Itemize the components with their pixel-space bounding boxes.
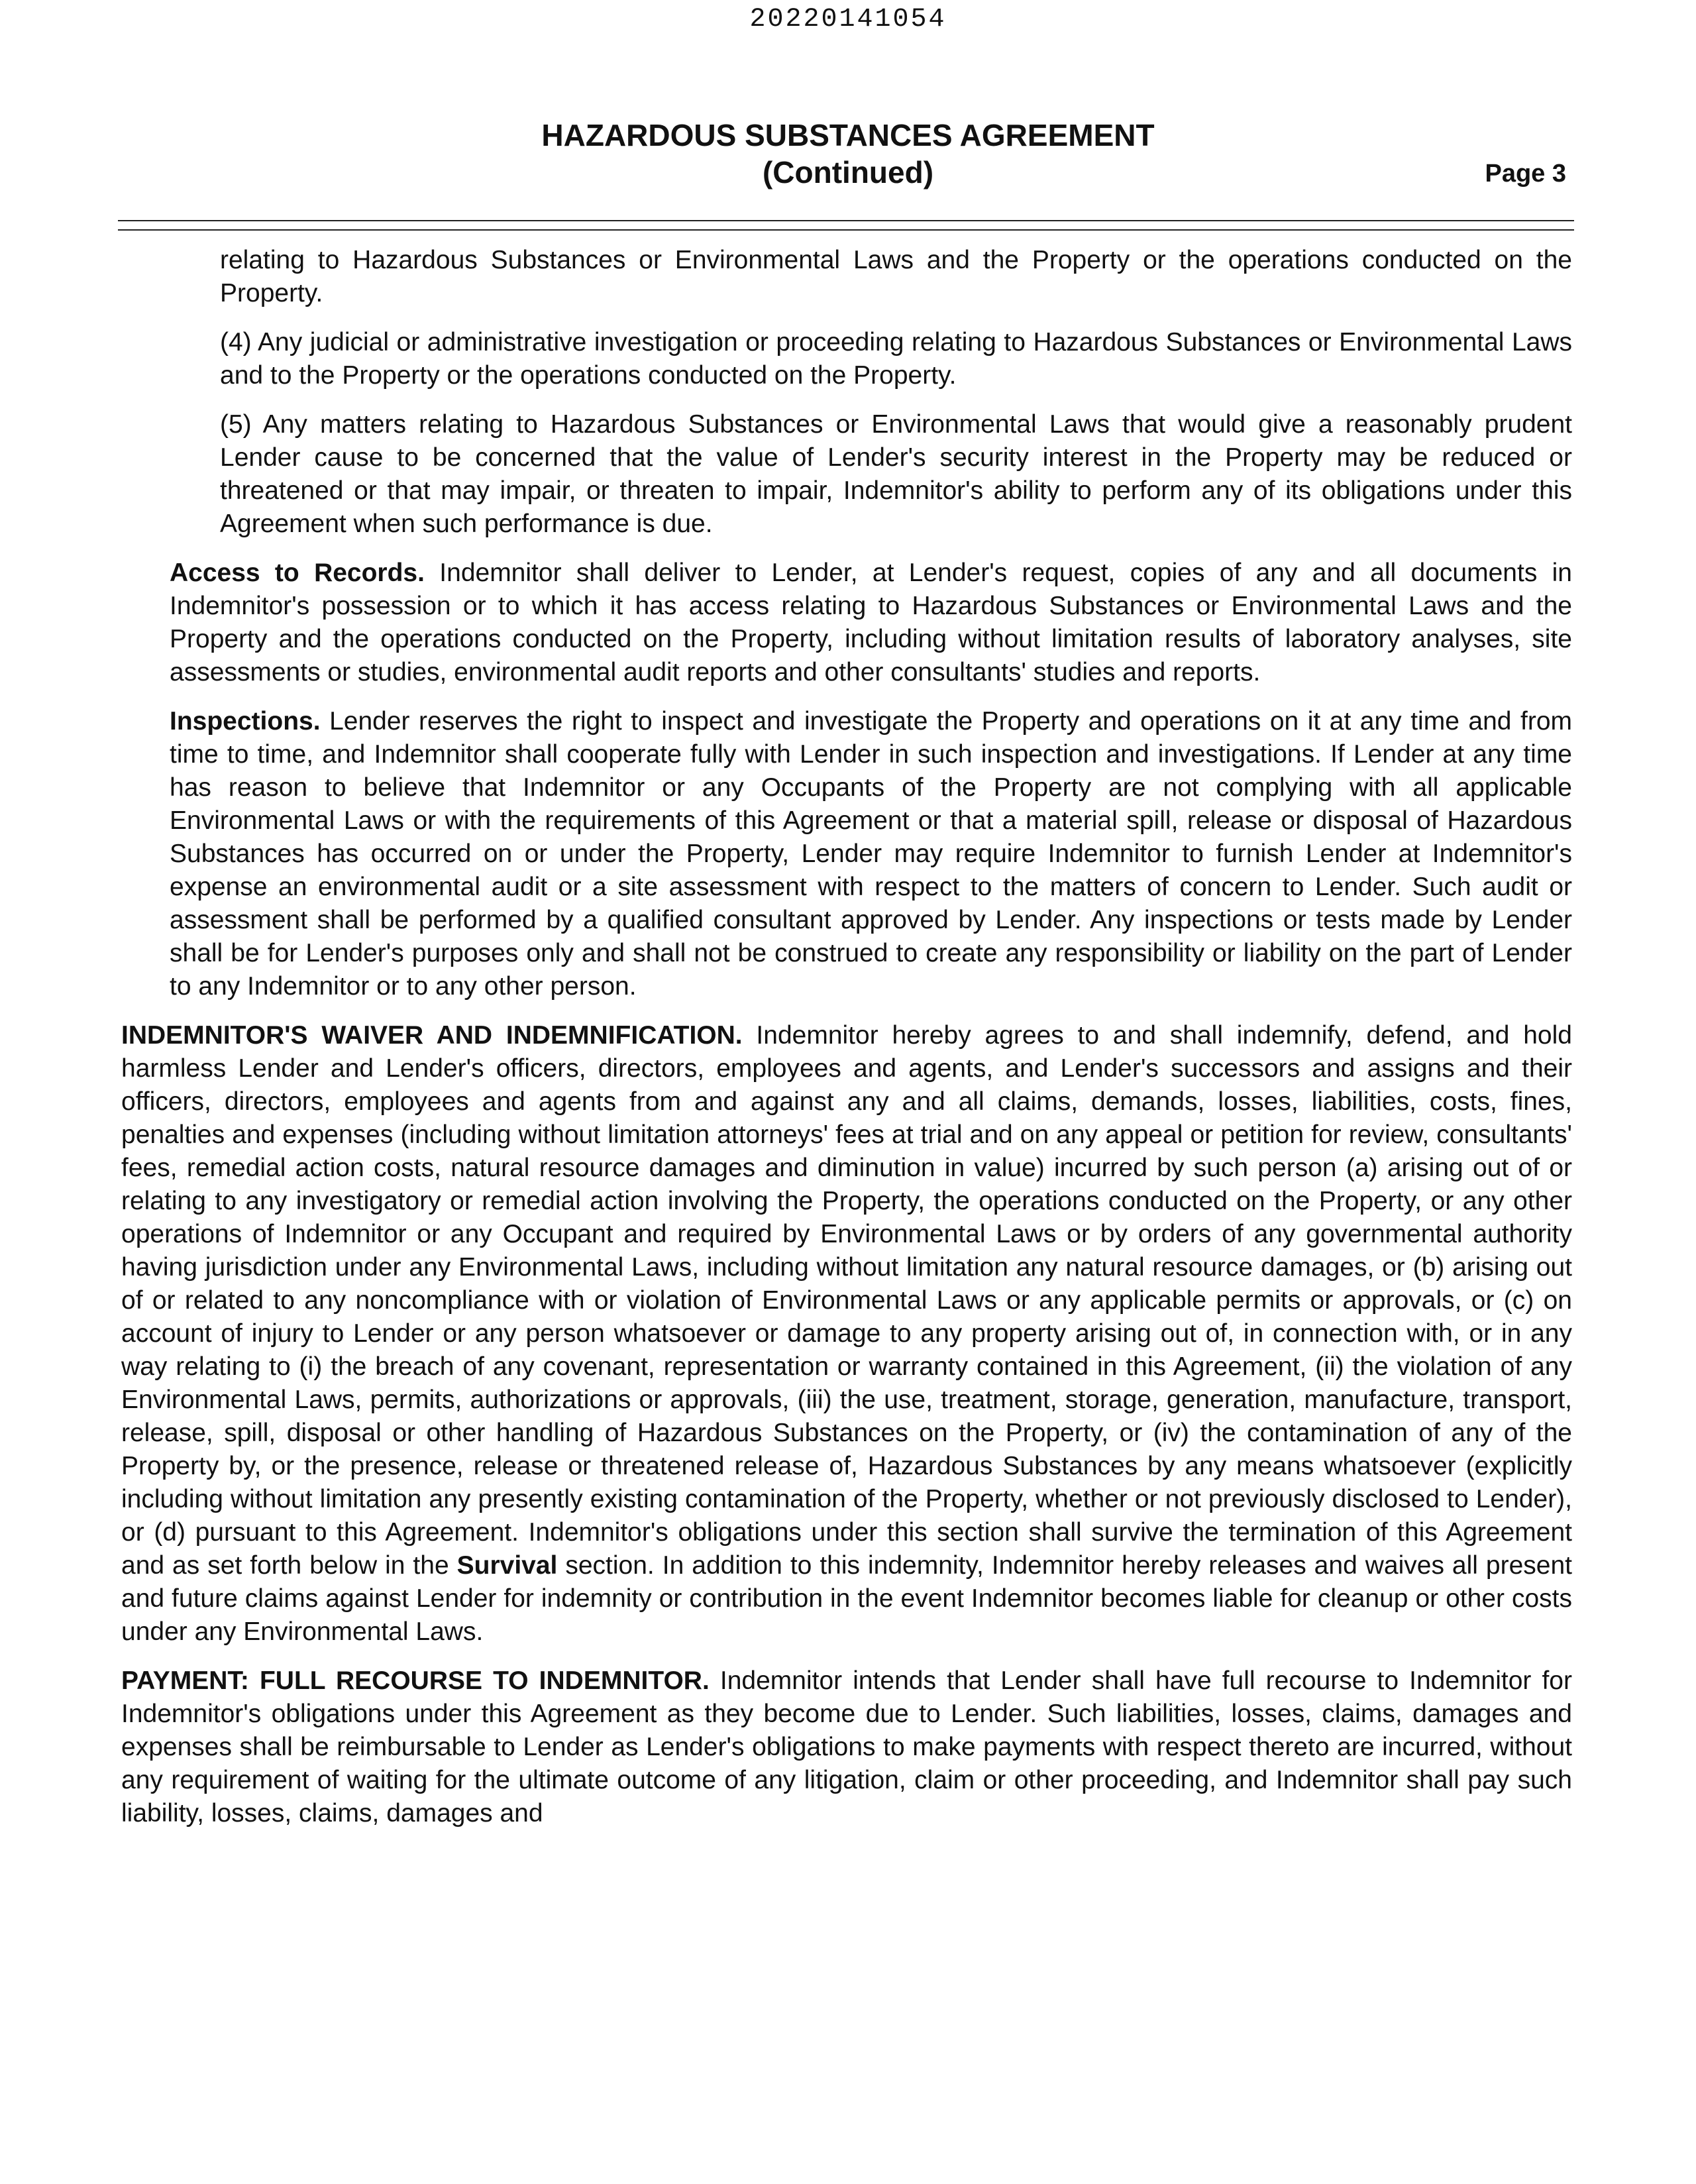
paragraph-continued-text: relating to Hazardous Substances or Environmental Laws and the Property or the operations conducted on the Property. — [220, 246, 1572, 307]
paragraph-continued — [220, 244, 1572, 310]
paragraph-item-4-text: (4) Any judicial or administrative investigation or proceeding relating to Hazardous Substances or Environmental Laws and to the Property or the operations conducted on the Property. — [220, 328, 1572, 390]
section-payment-full-recourse — [121, 1665, 1572, 1830]
title-line-1: HAZARDOUS SUBSTANCES AGREEMENT — [541, 118, 1155, 152]
page-number: Page 3 — [1485, 160, 1566, 188]
header-divider-top — [118, 220, 1574, 221]
inspections-heading: Inspections. — [170, 707, 321, 736]
waiver-heading: INDEMNITOR'S WAIVER AND INDEMNIFICATION. — [121, 1021, 743, 1050]
header-divider-bottom — [118, 229, 1574, 231]
document-number: 20220141054 — [749, 5, 947, 34]
paragraph-item-4 — [220, 326, 1572, 392]
inspections-text: Lender reserves the right to inspect and investigate the Property and operations on it at any time and from time to time, and Indemnitor shall cooperate fully with Lender in such inspection and investigations. If Lender at any time has reason to believe that Indemnitor or any Occupants of the Property are not complying with all applicable Environmental Laws or with the requirements of this Agreement or that a material spill, release or disposal of Hazardous Substances has occurred on or under the Property, Lender may require Indemnitor to furnish Lender at Indemnitor's expense an environmental audit or a site assessment with respect to the matters of concern to Lender. Such audit or assessment shall be performed by a qualified consultant approved by Lender. Any inspections or tests made by Lender shall be for Lender's purposes only and shall not be construed to create any responsibility or liability on the part of Lender to any Indemnitor or to any other person. — [170, 707, 1572, 1001]
section-indemnitor-waiver — [121, 1019, 1572, 1649]
section-inspections — [170, 705, 1572, 1003]
document-body — [121, 244, 1572, 1846]
waiver-survival-reference: Survival — [456, 1551, 558, 1580]
payment-text: Indemnitor intends that Lender shall have full recourse to Indemnitor for Indemnitor's obligations under this Agreement as they become due to Lender. Such liabilities, losses, claims, damages and expenses shall be reimbursable to Lender as Lender's obligations to make payments with respect thereto are incurred, without any requirement of waiting for the ultimate outcome of any litigation, claim or other proceeding, and Indemnitor shall pay such liability, losses, claims, damages and — [121, 1666, 1572, 1828]
payment-heading: PAYMENT: FULL RECOURSE TO INDEMNITOR. — [121, 1666, 710, 1695]
access-to-records-heading: Access to Records. — [170, 559, 425, 587]
access-to-records-text: Indemnitor shall deliver to Lender, at Lender's request, copies of any and all documents in Indemnitor's possession or to which it has access relating to Hazardous Substances or Environmental Laws and the Property and the operations conducted on the Property, including without limitation results of laboratory analyses, site assessments or studies, environmental audit reports and other consultants' studies and reports. — [170, 559, 1572, 686]
title-line-2: (Continued) — [762, 155, 934, 190]
document-title — [0, 117, 1696, 191]
paragraph-item-5 — [220, 408, 1572, 541]
waiver-text: Indemnitor hereby agrees to and shall indemnify, defend, and hold harmless Lender and Lender's officers, directors, employees and agents, and Lender's successors and assigns and their officers, directors, employees and agents from and against any and all claims, demands, losses, liabilities, costs, fines, penalties and expenses (including without limitation attorneys' fees at trial and on any appeal or petition for review, consultants' fees, remedial action costs, natural resource damages and diminution in value) incurred by such person (a) arising out of or relating to any investigatory or remedial action involving the Property, the operations conducted on the Property, or any other operations of Indemnitor or any Occupant and required by Environmental Laws or by orders of any governmental authority having jurisdiction under any Environmental Laws, including without limitation any natural resource damages, or (b) arising out of or related to any noncompliance with or violation of Environmental Laws or any applicable permits or approvals, or (c) on account of injury to Lender or any person whatsoever or damage to any property arising out of, in connection with, or in any way relating to (i) the breach of any covenant, representation or warranty contained in this Agreement, (ii) the violation of any Environmental Laws, permits, authorizations or approvals, (iii) the use, treatment, storage, generation, manufacture, transport, release, spill, disposal or other handling of Hazardous Substances on the Property, or (iv) the contamination of any of the Property by, or the presence, release or threatened release of, Hazardous Substances by any means whatsoever (explicitly including without limitation any presently existing contamination of the Property, whether or not previously disclosed to Lender), or (d) pursuant to this Agreement. Indemnitor's obligations under this section shall survive the termination of this Agreement and as set forth below in the — [121, 1021, 1572, 1580]
paragraph-item-5-text: (5) Any matters relating to Hazardous Substances or Environmental Laws that would give a reasonably prudent Lender cause to be concerned that the value of Lender's security interest in the Property may be reduced or threatened or that may impair, or threaten to impair, Indemnitor's ability to perform any of its obligations under this Agreement when such performance is due. — [220, 410, 1572, 538]
waiver-text-end: section. In addition to this indemnity, Indemnitor hereby releases and waives all present and future claims against Lender for indemnity or contribution in the event Indemnitor becomes liable for cleanup or other costs under any Environmental Laws. — [121, 1551, 1572, 1646]
section-access-to-records — [170, 557, 1572, 689]
